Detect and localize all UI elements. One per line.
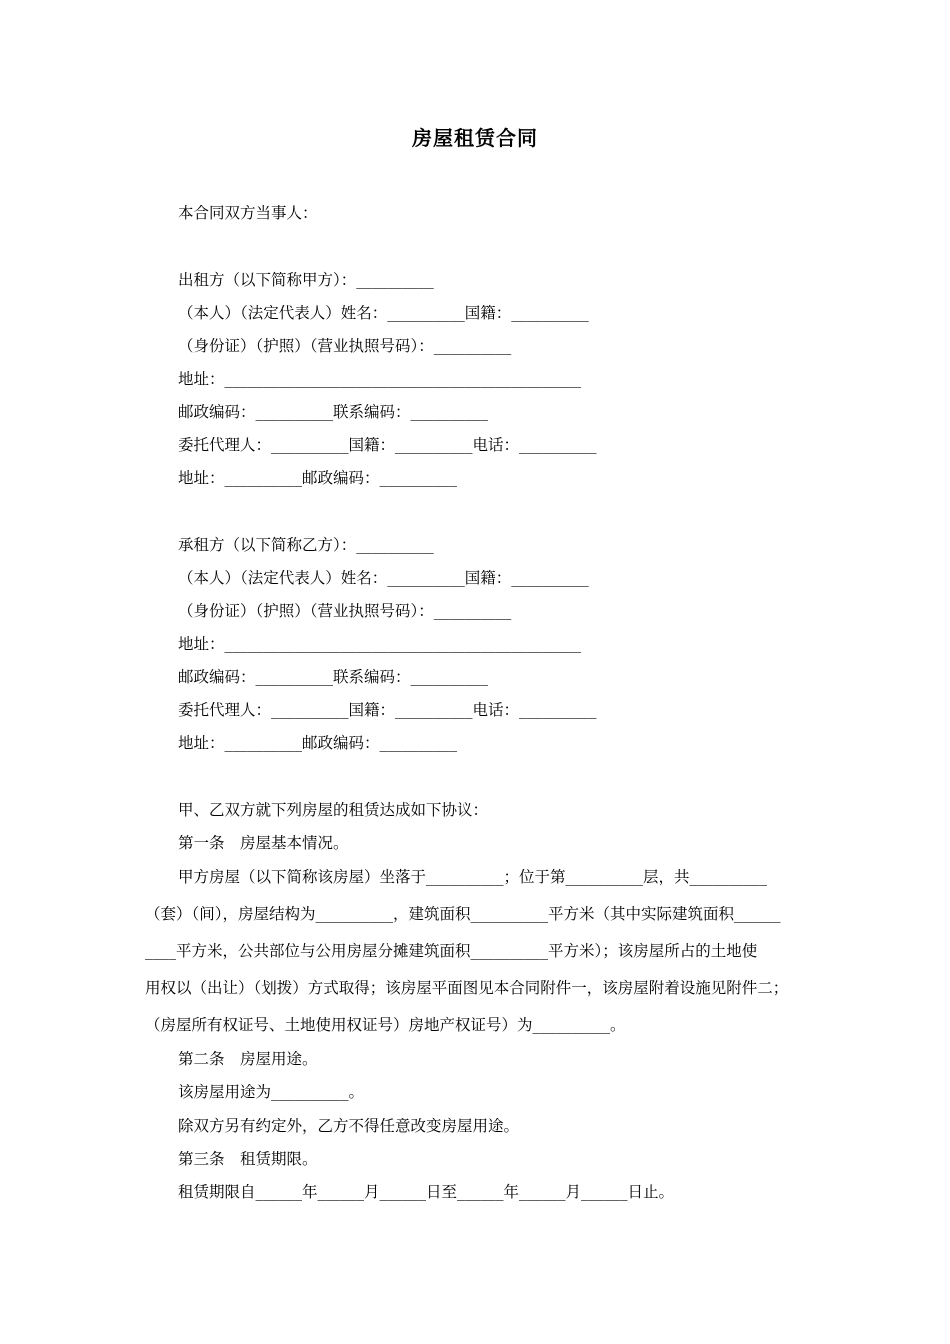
lessee-name-line: （本人）（法定代表人）姓名：__________国籍：__________ xyxy=(178,569,589,587)
article3-line1: 租赁期限自______年______月______日至______年______月______日止。 xyxy=(178,1183,675,1201)
lessor-agent-line: 委托代理人：__________国籍：__________电话：__________ xyxy=(178,436,597,454)
lessor-postal-line: 邮政编码：__________联系编码：__________ xyxy=(178,403,489,421)
article2-line1: 该房屋用途为__________。 xyxy=(178,1083,365,1101)
lessor-id-line: （身份证）（护照）（营业执照号码）：__________ xyxy=(178,337,512,355)
article3-heading: 第三条 租赁期限。 xyxy=(178,1150,318,1168)
article1-line: （套）（间），房屋结构为__________，建筑面积__________平方米（其中实际建筑面积______ xyxy=(145,905,781,923)
lessee-agent-address-line: 地址：__________邮政编码：__________ xyxy=(178,734,458,752)
lessor-name-line: （本人）（法定代表人）姓名：__________国籍：__________ xyxy=(178,304,589,322)
article1-line: （房屋所有权证号、土地使用权证号）房地产权证号）为__________。 xyxy=(145,1016,626,1034)
lessee-postal-line: 邮政编码：__________联系编码：__________ xyxy=(178,668,489,686)
article1-line: 用权以（出让）（划拨）方式取得；该房屋平面图见本合同附件一，该房屋附着设施见附件二； xyxy=(145,979,789,997)
article2-heading: 第二条 房屋用途。 xyxy=(178,1050,318,1068)
document-title: 房屋租赁合同 xyxy=(412,126,538,150)
lessee-address-line: 地址：______________________________________________ xyxy=(178,635,582,653)
article2-line2: 除双方另有约定外，乙方不得任意改变房屋用途。 xyxy=(178,1117,520,1135)
lessee-id-line: （身份证）（护照）（营业执照号码）：__________ xyxy=(178,602,512,620)
lessee-heading: 承租方（以下简称乙方）：__________ xyxy=(178,536,434,554)
article1-line: 甲方房屋（以下简称该房屋）坐落于__________；位于第__________层，共__________ xyxy=(178,868,768,886)
lessee-agent-line: 委托代理人：__________国籍：__________电话：__________ xyxy=(178,701,597,719)
article1-heading: 第一条 房屋基本情况。 xyxy=(178,834,349,852)
lessor-address-line: 地址：______________________________________________ xyxy=(178,370,582,388)
lessor-agent-address-line: 地址：__________邮政编码：__________ xyxy=(178,469,458,487)
agreement-intro: 甲、乙双方就下列房屋的租赁达成如下协议： xyxy=(178,801,489,819)
intro-text: 本合同双方当事人： xyxy=(178,204,318,222)
lessor-heading: 出租方（以下简称甲方）：__________ xyxy=(178,271,434,289)
article1-line: ____平方米，公共部位与公用房屋分摊建筑面积__________平方米）；该房屋所占的土地使 xyxy=(145,942,758,960)
